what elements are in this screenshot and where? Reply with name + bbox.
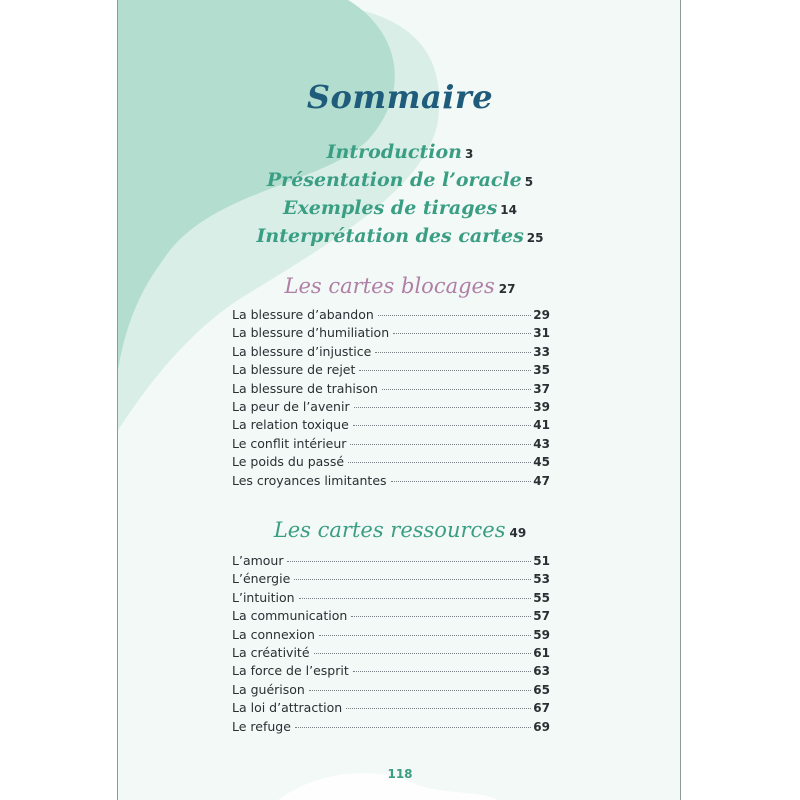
- toc-row[interactable]: [232, 381, 550, 399]
- toc-row-page: 29: [533, 308, 550, 322]
- toc-row-label: La guérison: [232, 681, 305, 697]
- intro-item-label: Présentation de l’oracle: [266, 169, 522, 191]
- toc-row-page: 63: [533, 664, 550, 679]
- intro-item-page: 3: [464, 147, 474, 161]
- toc-row-label: L’amour: [232, 553, 284, 568]
- intro-item-label: Exemples de tirages: [283, 197, 498, 219]
- toc-row[interactable]: [232, 571, 550, 589]
- toc-row[interactable]: [232, 682, 550, 700]
- toc-row-page: 37: [533, 381, 550, 396]
- toc-row-label: Le poids du passé: [232, 454, 345, 470]
- dot-leader: [350, 444, 531, 445]
- toc-row-page: 65: [533, 682, 550, 697]
- toc-row[interactable]: [232, 700, 550, 718]
- intro-item[interactable]: [118, 138, 681, 166]
- toc-row-label: La peur de l’avenir: [232, 398, 350, 414]
- toc-row-label: Les croyances limitantes: [232, 472, 387, 488]
- toc-row-page: 55: [533, 590, 550, 605]
- dot-leader: [314, 653, 532, 654]
- toc-row-label: La blessure de rejet: [232, 362, 356, 378]
- toc-row-page: 41: [533, 418, 550, 433]
- toc-list-ressources: [232, 553, 550, 737]
- toc-row-page: 69: [533, 719, 550, 734]
- dot-leader: [353, 425, 532, 426]
- toc-row[interactable]: [232, 608, 550, 626]
- toc-row[interactable]: [232, 362, 550, 380]
- intro-item[interactable]: [118, 222, 681, 250]
- toc-row-label: La communication: [232, 608, 348, 624]
- toc-row-label: La force de l’esprit: [232, 663, 349, 679]
- intro-item[interactable]: [118, 194, 681, 222]
- dot-leader: [375, 352, 531, 353]
- toc-row-label: Le refuge: [232, 718, 291, 734]
- dot-leader: [309, 690, 531, 691]
- toc-row-label: La blessure d’injustice: [232, 343, 372, 359]
- toc-row[interactable]: [232, 417, 550, 435]
- toc-row[interactable]: [232, 399, 550, 417]
- intro-item-label: Interprétation des cartes: [256, 225, 524, 247]
- dot-leader: [378, 315, 532, 316]
- toc-row-page: 57: [533, 609, 550, 624]
- toc-row-label: La relation toxique: [232, 417, 349, 433]
- toc-row-page: 39: [533, 399, 550, 414]
- toc-row-page: 31: [533, 326, 550, 341]
- toc-row-label: La blessure de trahison: [232, 380, 378, 396]
- dot-leader: [287, 561, 531, 562]
- toc-row-label: Le conflit intérieur: [232, 435, 347, 451]
- dot-leader: [393, 333, 531, 334]
- section-heading-blocages[interactable]: [118, 274, 681, 298]
- toc-row[interactable]: [232, 627, 550, 645]
- dot-leader: [294, 579, 531, 580]
- toc-row-page: 59: [533, 627, 550, 642]
- dot-leader: [348, 462, 531, 463]
- toc-row-label: La blessure d’humiliation: [232, 325, 390, 341]
- toc-row-page: 51: [533, 554, 550, 568]
- toc-row[interactable]: [232, 663, 550, 681]
- toc-row-label: L’intuition: [232, 589, 295, 605]
- intro-item-page: 5: [524, 175, 534, 189]
- toc-row[interactable]: [232, 719, 550, 737]
- toc-row-label: La connexion: [232, 626, 315, 642]
- dot-leader: [391, 481, 532, 482]
- dot-leader: [382, 389, 531, 390]
- toc-row-label: La loi d’attraction: [232, 700, 343, 716]
- section-heading-label: Les cartes blocages: [284, 274, 495, 298]
- dot-leader: [346, 708, 531, 709]
- toc-list-blocages: [232, 307, 550, 491]
- intro-item-label: Introduction: [326, 141, 462, 163]
- toc-row-page: 47: [533, 473, 550, 488]
- section-heading-ressources[interactable]: [118, 518, 681, 542]
- dot-leader: [319, 635, 531, 636]
- dot-leader: [295, 727, 531, 728]
- toc-row-page: 33: [533, 344, 550, 359]
- toc-row[interactable]: [232, 553, 550, 571]
- toc-row-page: 35: [533, 363, 550, 378]
- toc-row-page: 53: [533, 572, 550, 587]
- toc-row[interactable]: [232, 344, 550, 362]
- toc-row-page: 43: [533, 436, 550, 451]
- section-heading-page: 49: [509, 526, 527, 540]
- toc-row[interactable]: [232, 454, 550, 472]
- toc-row-label: La blessure d’abandon: [232, 307, 374, 322]
- toc-row-page: 45: [533, 455, 550, 470]
- intro-list: [118, 138, 681, 250]
- intro-item-page: 25: [526, 231, 544, 245]
- toc-row-label: L’énergie: [232, 571, 291, 587]
- toc-row[interactable]: [232, 325, 550, 343]
- toc-row[interactable]: [232, 307, 550, 325]
- dot-leader: [354, 407, 532, 408]
- dot-leader: [299, 598, 532, 599]
- book-page: [117, 0, 681, 800]
- dot-leader: [351, 616, 531, 617]
- intro-item-page: 14: [500, 203, 517, 217]
- toc-row-page: 67: [533, 701, 550, 716]
- toc-row-page: 61: [533, 645, 550, 660]
- toc-row[interactable]: [232, 590, 550, 608]
- toc-row[interactable]: [232, 436, 550, 454]
- page-number: 118: [387, 767, 413, 781]
- toc-row[interactable]: [232, 473, 550, 491]
- toc-row[interactable]: [232, 645, 550, 663]
- page-title: Sommaire: [306, 78, 494, 116]
- intro-item[interactable]: [118, 166, 681, 194]
- section-heading-page: 27: [498, 282, 516, 296]
- toc-row-label: La créativité: [232, 644, 310, 660]
- section-heading-label: Les cartes ressources: [273, 518, 506, 542]
- dot-leader: [353, 671, 532, 672]
- dot-leader: [359, 370, 531, 371]
